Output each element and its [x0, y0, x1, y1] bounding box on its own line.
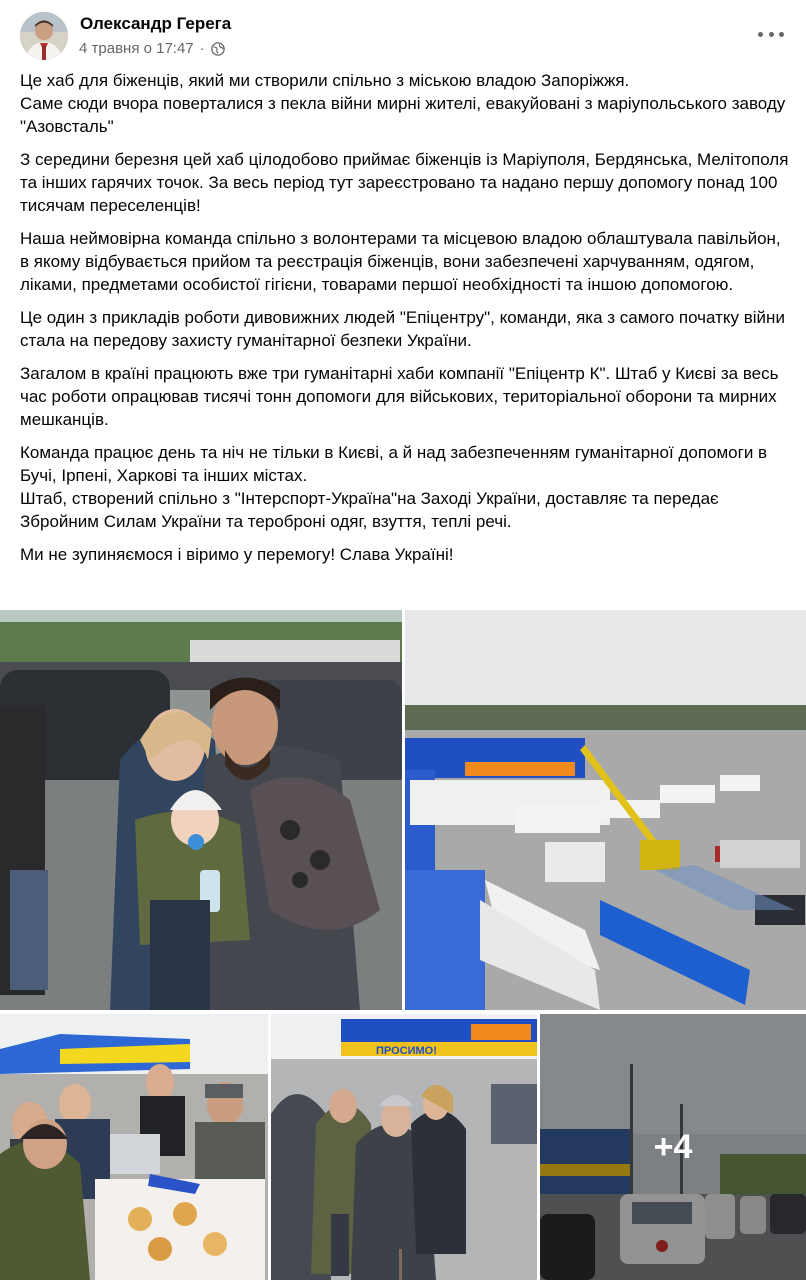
sign-text: ПРОСИМО! — [376, 1045, 437, 1057]
post-text — [20, 69, 790, 576]
photo-arrivals[interactable] — [271, 1014, 537, 1280]
author-avatar[interactable] — [20, 12, 68, 60]
author-name[interactable]: Олександр Герега — [80, 14, 232, 33]
photo-gallery — [0, 610, 806, 1280]
photo-hub-aerial[interactable] — [405, 610, 806, 1010]
photo-food-tent[interactable] — [0, 1014, 268, 1280]
more-photos-count: +4 — [653, 1127, 693, 1166]
post-paragraph: Команда працює день та ніч не тільки в Києві, а й над забезпеченням гуманітарної допомоги в Бучі, Ірпені, Харкові та інших містах. Штаб, створений спільно з "Інтерспорт-Україна"на Заході України, доставляє та передає Збройним Силам України та тероброні одяг, взуття, теплі речі. — [20, 443, 768, 531]
post-paragraph: Ми не зупиняємося і віримо у перемогу! Слава Україні! — [20, 545, 454, 564]
separator-dot: · — [199, 40, 205, 57]
post-paragraph: Загалом в країні працюють вже три гуманітарні хаби компанії "Епіцентр К". Штаб у Києві за весь час роботи опрацював тисячі тонн допомоги для військових, територіальної оборони та мирних мешканців. — [20, 364, 779, 429]
photo-refugee-family[interactable] — [0, 610, 402, 1010]
more-photos-overlay[interactable] — [540, 1014, 806, 1280]
post-paragraph: Наша неймовірна команда спільно з волонтерами та місцевою владою облаштувала павільйон, в якому відбувається прийом та реєстрація біженців, вони забезпечені харчуванням, одягом, ліками, предметами особистої гігієни, товарами першої необхідності та іншою допомогою. — [20, 229, 781, 294]
post-timestamp[interactable]: 4 травня о 17:47 — [79, 40, 194, 57]
more-options-icon[interactable] — [758, 24, 784, 44]
post-paragraph: Це один з прикладів роботи дивовижних людей "Епіцентру", команди, яка з самого початку війни стала на передову захисту гуманітарної безпеки України. — [20, 308, 785, 350]
globe-icon[interactable] — [211, 42, 225, 56]
post-paragraph: Це хаб для біженців, який ми створили спільно з міською владою Запоріжжя. Саме сюди вчора поверталися з пекла війни мирні жителі, евакуйовані з маріупольського заводу "Азовсталь" — [20, 71, 786, 136]
post-paragraph: З середини березня цей хаб цілодобово приймає біженців із Маріуполя, Бердянська, Мелітополя та інших гарячих точок. За весь період тут зареєстровано та надано першу допомогу понад 100 тисячам переселенців! — [20, 150, 789, 215]
photo-convoy-more[interactable] — [540, 1014, 806, 1280]
post-meta — [79, 40, 225, 57]
post-header — [0, 0, 806, 70]
